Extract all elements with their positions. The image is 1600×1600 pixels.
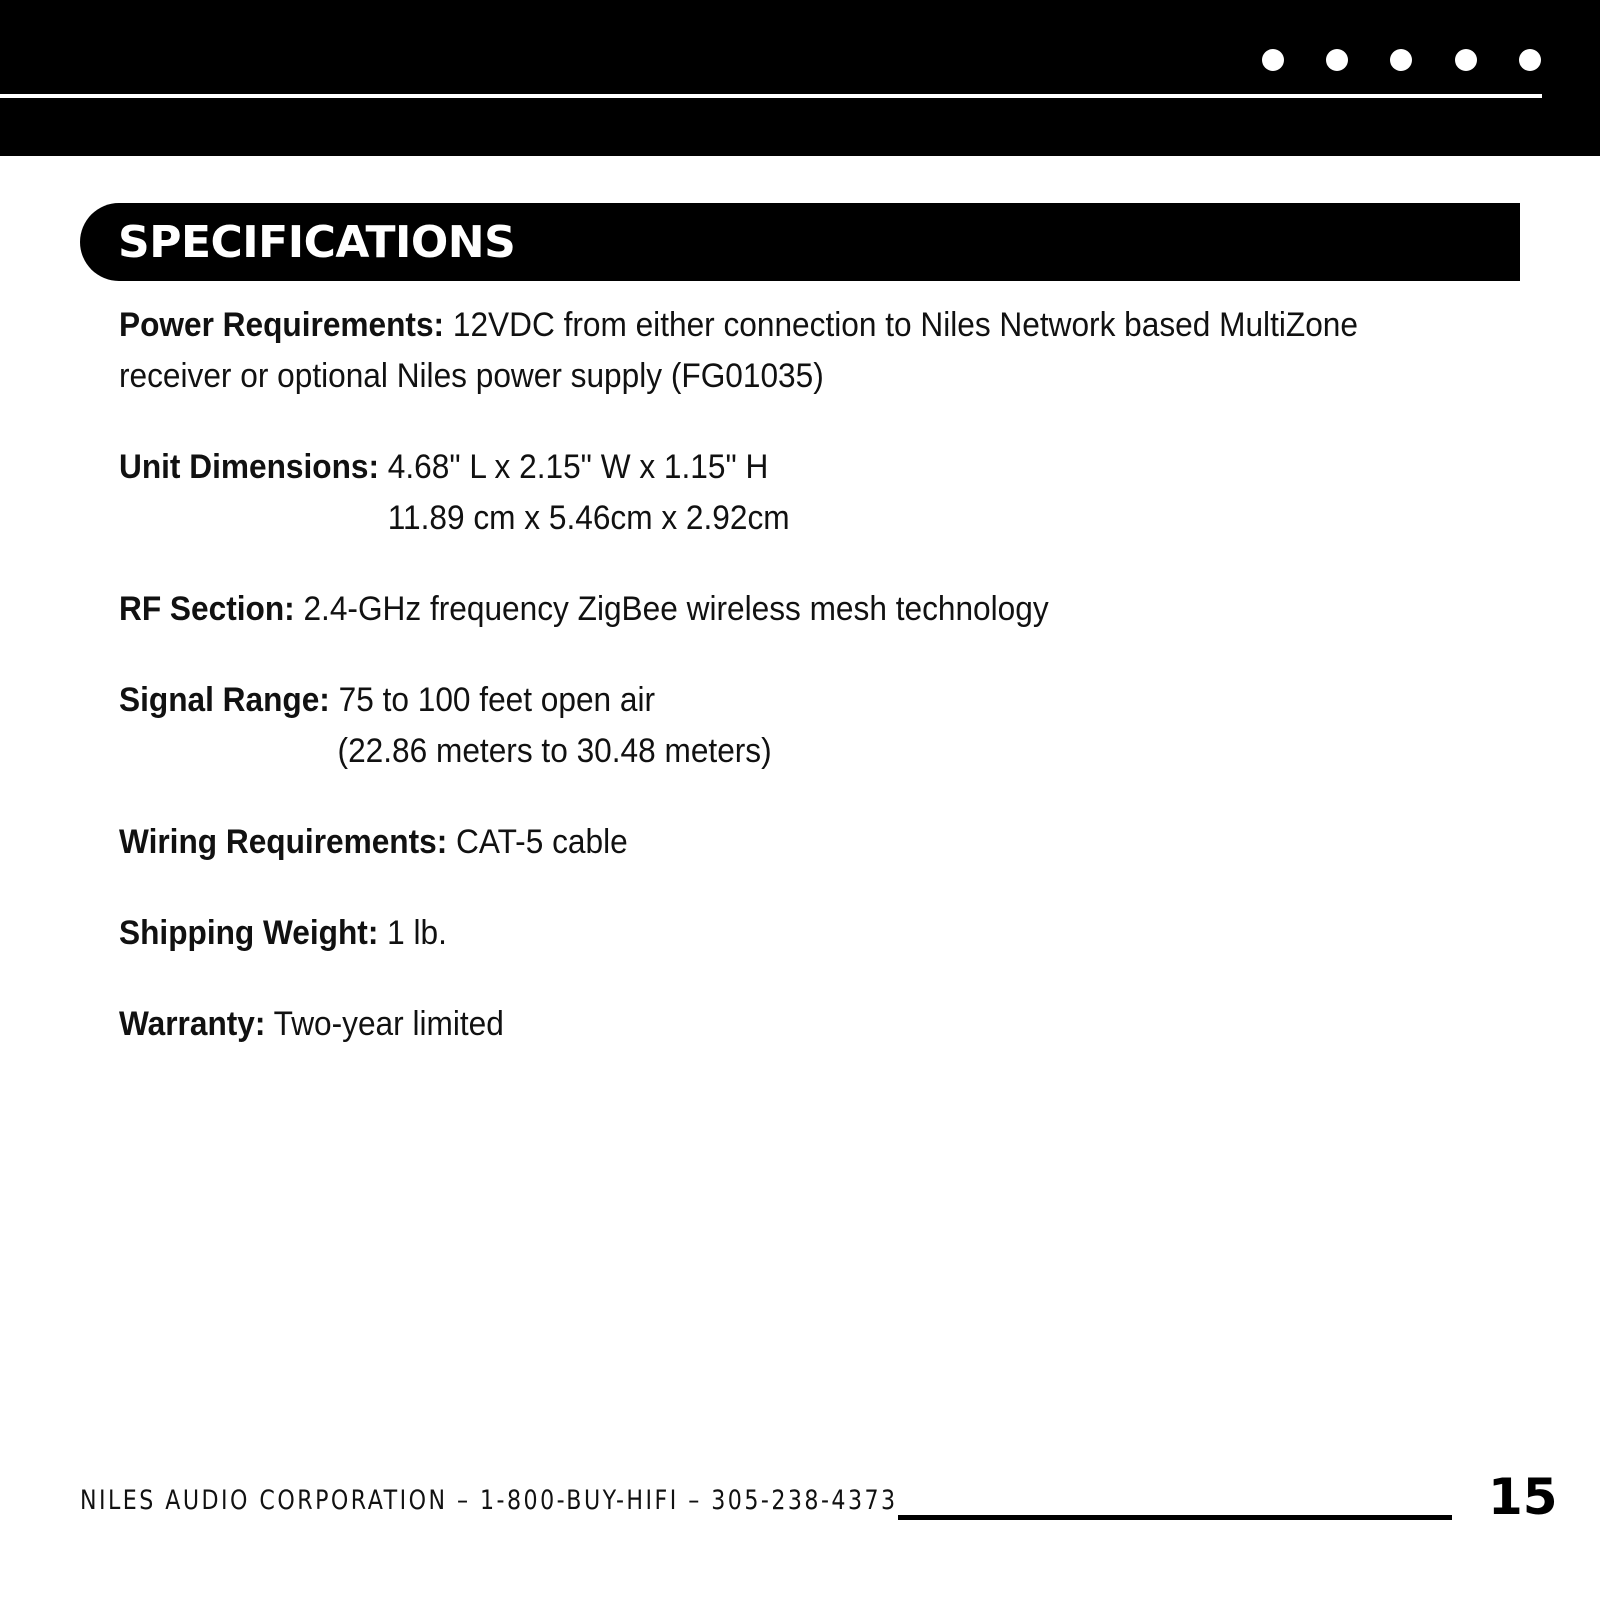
spec-label: Unit Dimensions: [119,448,380,486]
spec-rf-section [119,584,1365,635]
spec-value: Two-year limited [273,1005,504,1043]
decor-dot [1455,49,1477,71]
spec-label: RF Section: [119,590,295,628]
spec-value-line2: (22.86 meters to 30.48 meters) [337,732,772,770]
spec-value: 1 lb. [387,914,447,952]
spec-value-line2: 11.89 cm x 5.46cm x 2.92cm [387,499,790,537]
decor-dot [1390,49,1412,71]
header-bar [0,0,1600,156]
spec-signal-range [119,675,1365,777]
decor-dot [1519,49,1541,71]
footer-contact: NILES AUDIO CORPORATION – 1-800-BUY-HIFI – 305-238-4373 [80,1485,898,1516]
spec-warranty [119,999,1365,1050]
spec-label: Shipping Weight: [119,914,379,952]
section-banner [80,203,1520,281]
spec-label: Warranty: [119,1005,266,1043]
header-rule [0,94,1542,98]
footer-rule [898,1515,1452,1520]
spec-power [119,300,1365,402]
spec-label: Wiring Requirements: [119,823,448,861]
section-title: SPECIFICATIONS [118,217,516,268]
spec-value: 75 to 100 feet open air [338,681,656,719]
spec-label: Power Requirements: [119,306,445,344]
decor-dot [1326,49,1348,71]
spec-value: CAT-5 cable [456,823,628,861]
spec-value: 4.68" L x 2.15" W x 1.15" H [387,448,769,486]
page-number: 15 [1488,1468,1558,1526]
spec-shipping-weight [119,908,1365,959]
spec-wiring [119,817,1365,868]
decor-dot [1262,49,1284,71]
spec-list [119,300,1365,1090]
spec-label: Signal Range: [119,681,330,719]
spec-value: 2.4-GHz frequency ZigBee wireless mesh technology [303,590,1049,628]
spec-value: 12VDC from either connection to Niles Network based MultiZone receiver or optional Niles power supply (FG01035) [119,306,1358,395]
spec-dimensions [119,442,1365,544]
